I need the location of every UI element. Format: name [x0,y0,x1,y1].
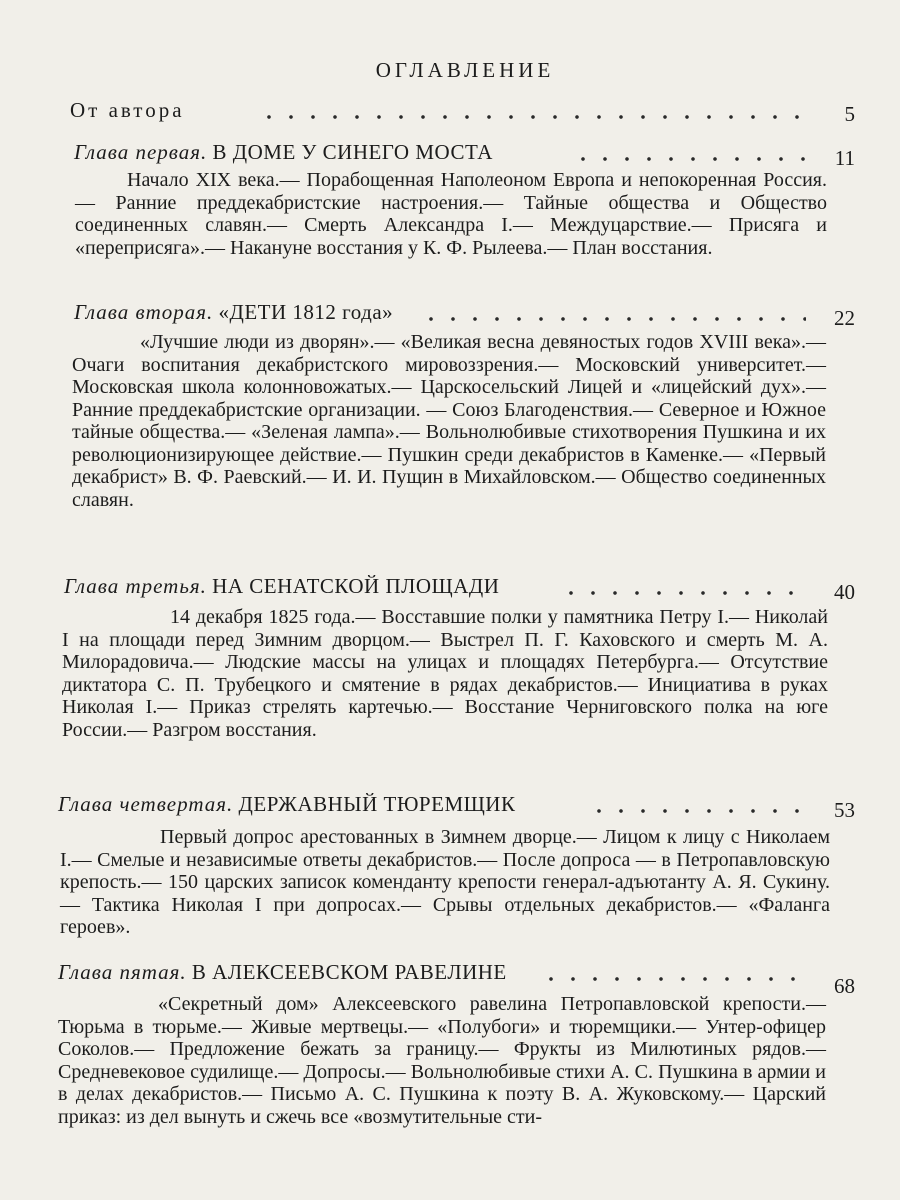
chapter-title: НА СЕНАТСКОЙ ПЛОЩАДИ [212,574,500,598]
chapter-label: Глава первая. [74,140,208,164]
chapter-label: Глава вторая. [74,300,214,324]
toc-entry-chapter-5 [0,960,900,998]
toc-entry-preface [0,98,900,132]
dot-leader [560,591,806,595]
chapter-3-summary: 14 декабря 1825 года.— Восставшие полки у памятника Петру I.— Николай I на площади перед Зимним дворцом.— Выстрел П. Г. Каховского и смерть М. А. Милорадовича.— Людские массы на улицах и площадях Петербурга.— Отсутствие диктатора С. П. Трубецкого и смятение в рядах декабристов.— Инициатива в руках Николая I.— Приказ стрелять картечью.— Восстание Черниговского полка на юге России.— Разгром восстания. [62,606,828,741]
page-title: ОГЛАВЛЕНИЕ [375,58,555,82]
toc-entry-chapter-4 [0,792,900,826]
dot-leader [540,977,806,981]
page-number: 11 [834,146,855,170]
chapter-title: В АЛЕКСЕЕВСКОМ РАВЕЛИНЕ [191,960,507,984]
toc-entry-chapter-3 [0,574,900,608]
chapter-label: Глава третья. [64,574,207,598]
entry-title: От автора [70,98,185,122]
page-number: 68 [834,974,855,998]
chapter-5-summary: «Секретный дом» Алексеевского равелина Петропавловской крепости.— Тюрьма в тюрьме.— Живые мертвецы.— «Полубоги» и тюремщики.— Унтер-офицер Соколов.— Предложение бежать за границу.— Фрукты из Милютиных рядов.— Средневековое судилище.— Допросы.— Вольнолюбивые стихи А. С. Пушкина в армии и в делах декабристов.— Письмо А. С. Пушкина к поэту В. А. Жуковскому.— Царский приказ: из дел вынуть и сжечь все «возмутительные сти- [58,993,826,1128]
chapter-label: Глава четвертая. [58,792,234,816]
dot-leader [420,317,806,321]
chapter-title: ДЕРЖАВНЫЙ ТЮРЕМЩИК [238,792,516,816]
dot-leader [572,157,806,161]
chapter-title: В ДОМЕ У СИНЕГО МОСТА [212,140,493,164]
dot-leader [258,115,806,119]
dot-leader [588,809,806,813]
chapter-title: «ДЕТИ 1812 года» [218,300,394,324]
page-number: 5 [844,102,855,126]
toc-entry-chapter-2 [0,300,900,334]
page-number: 22 [834,306,855,330]
chapter-1-summary: Начало XIX века.— Порабощенная Наполеоном Европа и непокоренная Россия.— Ранние преддекабристские настроения.— Тайные общества и Общество соединенных славян.— Смерть Александра I.— Междуцарствие.— Присяга и «переприсяга».— Накануне восстания у К. Ф. Рылеева.— План восстания. [75,169,827,259]
page-number: 40 [834,580,855,604]
chapter-label: Глава пятая. [58,960,187,984]
chapter-4-summary: Первый допрос арестованных в Зимнем дворце.— Лицом к лицу с Николаем I.— Смелые и независимые ответы декабристов.— После допроса — в Петропавловскую крепость.— 150 царских записок коменданту крепости генерал-адъютанту А. Я. Сукину.— Тактика Николая I при допросах.— Срывы отдельных декабристов.— «Фаланга героев». [60,826,830,938]
page-number: 53 [834,798,855,822]
chapter-2-summary: «Лучшие люди из дворян».— «Великая весна девяностых годов XVIII века».— Очаги воспитания декабристского мировоззрения.— Московский университет.— Московская школа колонновожатых.— Царскосельский Лицей и «лицейский дух».— Ранние преддекабристские организации. — Союз Благоденствия.— Северное и Южное тайные общества.— «Зеленая лампа».— Вольнолюбивые стихотворения Пушкина и их революционизирующее действие.— Пушкин среди декабристов в Каменке.— «Первый декабрист» В. Ф. Раевский.— И. И. Пущин в Михайловском.— Общество соединенных славян. [72,331,826,511]
